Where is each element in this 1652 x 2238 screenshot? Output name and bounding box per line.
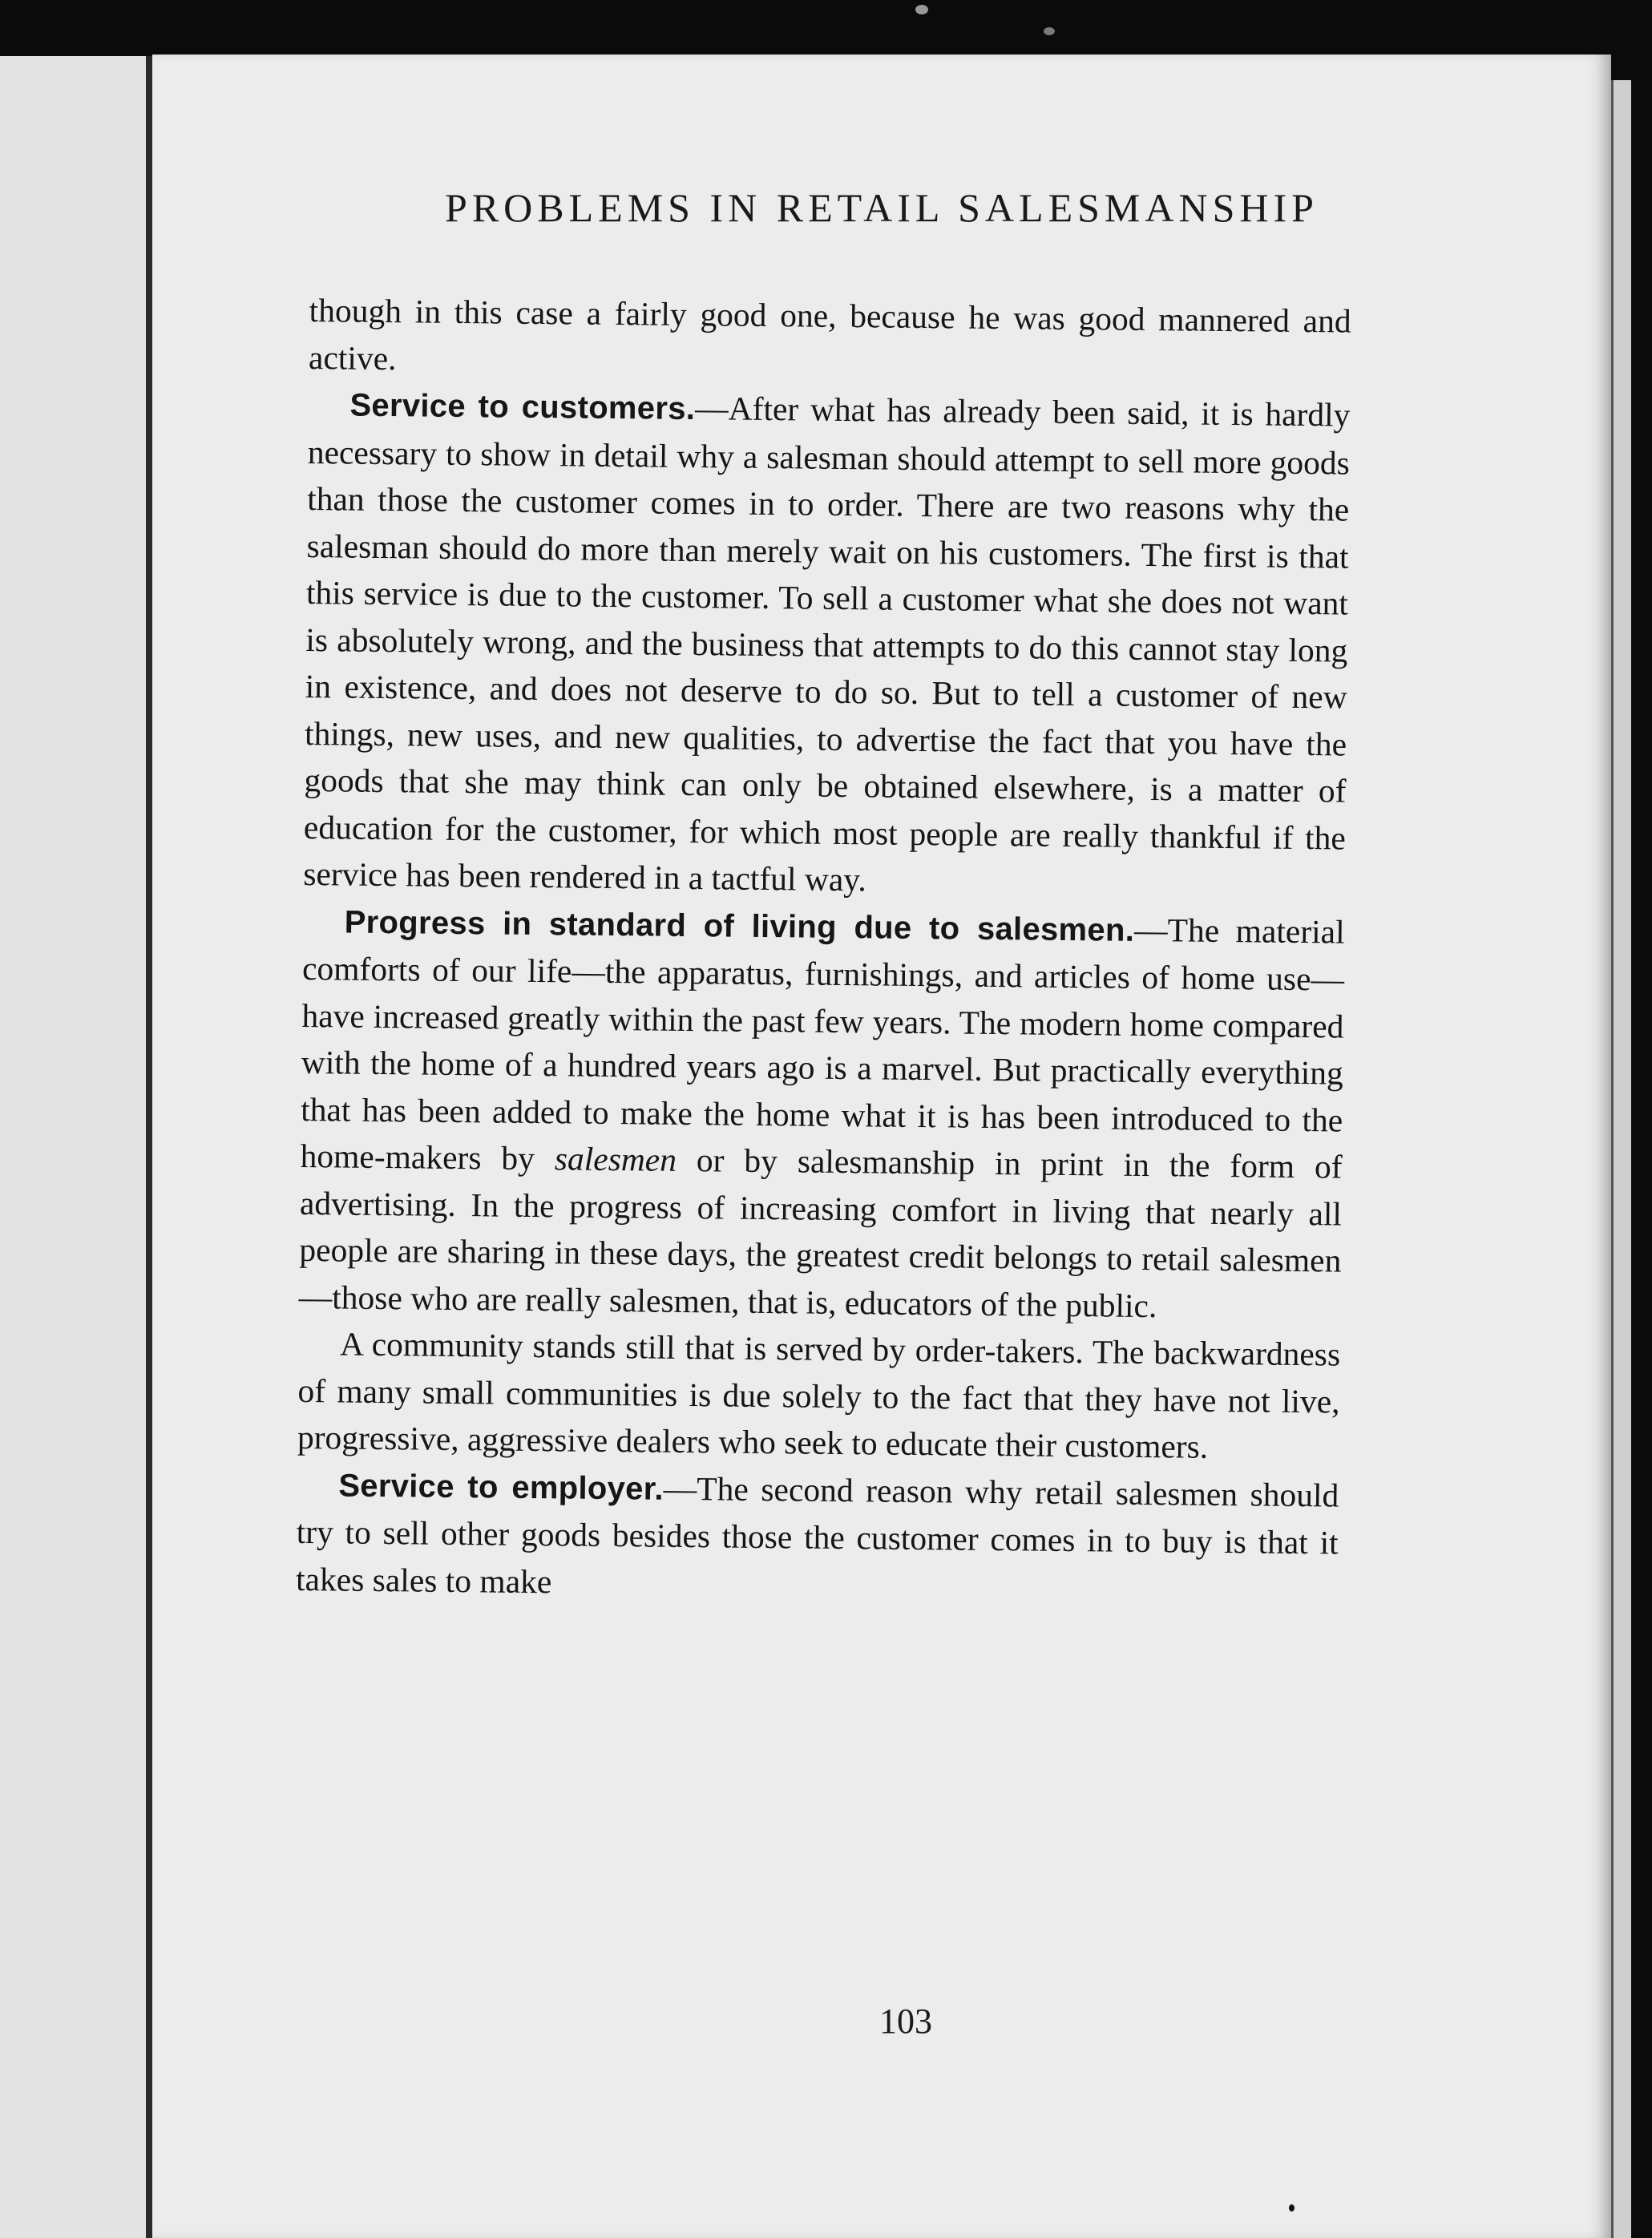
- book-page: [152, 55, 1611, 2238]
- scan-speck: [915, 5, 928, 14]
- paragraph-continuation: [309, 287, 1351, 392]
- paragraph-text: A community stands still that is served by order-takers. The backwardness of many small communities is due solely to the fact that they have not live, progressive, aggressive dealers who seek to educate their customers.: [297, 1325, 1341, 1465]
- book-gutter: [146, 56, 152, 2238]
- section-lead-in: Service to customers.: [349, 387, 696, 427]
- paragraph-text: —The second reason why retail salesmen should try to sell other goods besides those the customer comes in to buy is that it takes sales to make: [295, 1469, 1339, 1600]
- paragraph-text: —After what has already been said, it is hardly necessary to show in detail why a salesman should attempt to sell more goods than those the customer comes in to order. There are two reasons why the salesman should do more than merely wait on his customers. The first is that this service is due to the customer. To sell a customer what she does not want is absolutely wrong, and the business that attempts to do this cannot stay long in existence, and does not deserve to do so. But to tell a customer of new things, new uses, and new qualities, to advertise the fact that you have the goods that she may think can only be obtained elsewhere, is a matter of education for the customer, for which most people are really thankful if the service has been rendered in a tactful way.: [303, 390, 1351, 899]
- paragraph-community: [297, 1320, 1341, 1472]
- section-lead-in: Service to employer.: [338, 1467, 664, 1507]
- page-body-text: [296, 287, 1351, 1614]
- scan-speck: [1289, 2204, 1295, 2212]
- italic-emphasis: salesmen: [554, 1140, 677, 1178]
- paragraph-progress-in-standard: [299, 897, 1345, 1331]
- paragraph-service-to-customers: [303, 381, 1351, 908]
- facing-page-margin: [0, 56, 149, 2238]
- page-number: 103: [879, 2002, 932, 2041]
- scan-speck: [1044, 27, 1055, 35]
- running-head: PROBLEMS IN RETAIL SALESMANSHIP: [445, 185, 1319, 230]
- page-edge: [1611, 80, 1631, 2238]
- section-lead-in: Progress in standard of living due to salesmen.: [344, 904, 1135, 948]
- paragraph-text: —The material comforts of our life—the apparatus, furnishings, and articles of home use—have increased greatly within the past few years. The modern home compared with the home of a hundred years ago is a marvel. But practically everything that has been added to make the home what it is has been introduced to the home-makers by: [300, 911, 1345, 1178]
- paragraph-text: or by salesmanship in print in the form of advertising. In the progress of increasing comfort in living that nearly all people are sharing in these days, the greatest credit belongs to retail salesmen—those who are really salesmen, that is, educators of the public.: [298, 1141, 1343, 1324]
- paragraph-text: though in this case a fairly good one, because he was good mannered and active.: [308, 291, 1351, 377]
- paragraph-service-to-employer: [296, 1460, 1339, 1613]
